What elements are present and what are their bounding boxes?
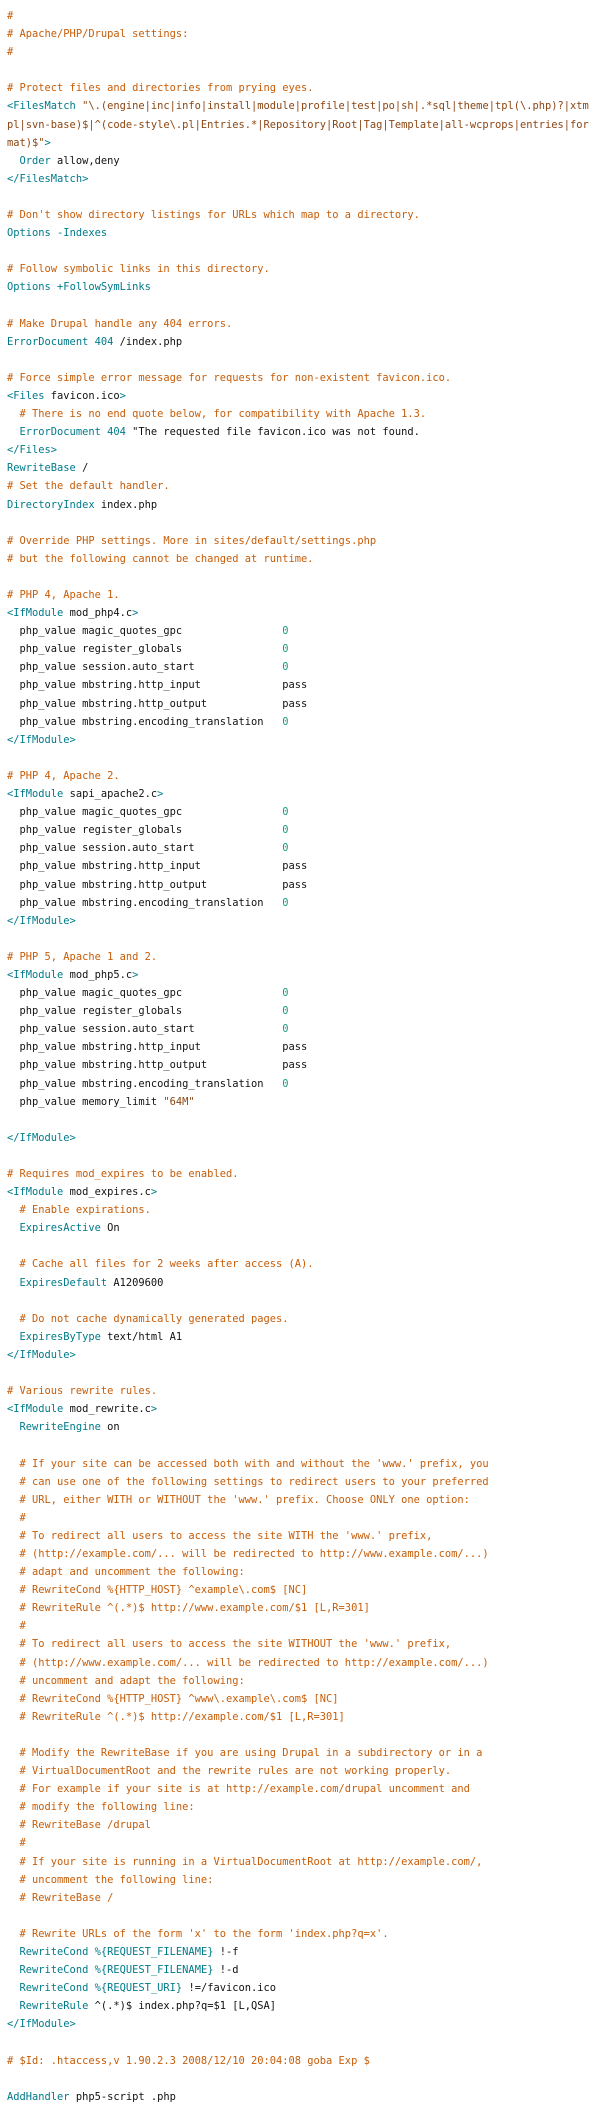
code-token-comment: # For example if your site is at http://example.com/drupal uncomment and: [7, 1783, 470, 1796]
code-token-comment: # can use one of the following settings to redirect users to your preferred: [7, 1475, 489, 1488]
code-token-number: 0: [282, 1077, 289, 1090]
code-line: [7, 1834, 595, 1852]
code-line: [7, 1871, 595, 1889]
code-token-number: 0: [282, 896, 289, 909]
code-line: [7, 912, 595, 930]
code-line: [7, 315, 595, 333]
code-token-keyword: ExpiresDefault: [19, 1276, 108, 1289]
code-line: [7, 1165, 595, 1183]
code-token-keyword: RewriteRule: [19, 2000, 89, 2013]
code-line: [7, 550, 595, 568]
code-line: [7, 713, 595, 731]
code-token-comment: # Rewrite URLs of the form 'x' to the form 'index.php?q=x'.: [7, 1927, 389, 1940]
code-line: [7, 2015, 595, 2033]
code-token-plain: [7, 2000, 20, 2012]
code-token-keyword: -Indexes: [50, 227, 108, 240]
code-token-keyword: RewriteBase: [7, 462, 76, 475]
code-token-comment: # Cache all files for 2 weeks after access (A).: [7, 1258, 314, 1271]
code-line: [7, 1056, 595, 1074]
code-token-comment: #: [7, 10, 14, 22]
code-token-keyword: <IfModule: [7, 968, 70, 981]
code-line: [7, 405, 595, 423]
code-line: [7, 1889, 595, 1907]
code-token-keyword: <IfModule: [7, 788, 70, 801]
code-line: [7, 206, 595, 224]
code-token-number: 0: [282, 661, 289, 674]
code-token-keyword: Options: [7, 227, 51, 240]
code-line: [7, 604, 595, 622]
code-token-comment: # To redirect all users to access the site WITHOUT the 'www.' prefix,: [7, 1638, 452, 1651]
code-token-keyword: 404: [88, 335, 114, 348]
code-line: [7, 1672, 595, 1690]
code-token-comment: # To redirect all users to access the site WITH the 'www.' prefix,: [7, 1529, 433, 1542]
code-line: [7, 586, 595, 604]
code-token-comment: # VirtualDocumentRoot and the rewrite rules are not working properly.: [7, 1765, 452, 1778]
code-token-plain: php_value register_globals: [7, 1005, 283, 1018]
code-line: [7, 1093, 595, 1111]
code-line: [7, 1455, 595, 1473]
code-line: [7, 1237, 595, 1255]
code-token-keyword: >: [132, 968, 139, 981]
code-token-comment: # $Id: .htaccess,v 1.90.2.3 2008/12/10 20:04:08 goba Exp $: [7, 2054, 370, 2067]
code-line: [7, 7, 595, 25]
code-line: [7, 1020, 595, 1038]
code-line: [7, 170, 595, 188]
code-token-comment: # RewriteBase /: [7, 1891, 114, 1904]
code-token-plain: php_value mbstring.encoding_translation: [7, 896, 283, 909]
code-token-keyword: </IfModule>: [7, 914, 76, 927]
code-line: [7, 2070, 595, 2088]
code-line: [7, 1907, 595, 1925]
code-line: [7, 1473, 595, 1491]
code-token-number: 0: [282, 643, 289, 656]
code-line: [7, 1563, 595, 1581]
code-line: [7, 242, 595, 260]
code-token-keyword: >: [119, 389, 126, 402]
code-line: [7, 857, 595, 875]
code-line: [7, 1002, 595, 1020]
code-token-number: 0: [282, 842, 289, 855]
code-token-comment: # RewriteRule ^(.*)$ http://example.com/$1 [L,R=301]: [7, 1710, 345, 1723]
code-line: [7, 514, 595, 532]
code-token-keyword: RewriteEngine: [19, 1421, 101, 1434]
code-line: [7, 1780, 595, 1798]
code-token-comment: # Follow symbolic links in this directory.: [7, 263, 270, 276]
code-token-comment: # Apache/PHP/Drupal settings:: [7, 28, 189, 41]
code-token-plain: php_value mbstring.http_input pass: [7, 860, 308, 873]
code-token-plain: [7, 426, 20, 438]
code-token-keyword: <FilesMatch: [7, 100, 83, 113]
code-token-comment: # but the following cannot be changed at runtime.: [7, 552, 314, 565]
code-token-comment: # (http://example.com/... will be redirected to http://www.example.com/...): [7, 1547, 489, 1560]
code-line: [7, 622, 595, 640]
code-line: [7, 333, 595, 351]
code-line: [7, 695, 595, 713]
code-line: [7, 25, 595, 43]
code-line: [7, 1111, 595, 1129]
code-line: [7, 749, 595, 767]
code-token-plain: mod_php4.c: [69, 607, 133, 620]
code-line: [7, 188, 595, 206]
code-token-plain: php_value register_globals: [7, 643, 283, 656]
code-line: [7, 369, 595, 387]
code-line: [7, 2052, 595, 2070]
code-token-comment: # Enable expirations.: [7, 1204, 151, 1217]
code-line: [7, 821, 595, 839]
code-token-comment: # PHP 5, Apache 1 and 2.: [7, 950, 158, 963]
code-line: [7, 1346, 595, 1364]
code-token-comment: # RewriteRule ^(.*)$ http://www.example.com/$1 [L,R=301]: [7, 1602, 370, 1615]
code-token-plain: [7, 1982, 20, 1994]
code-line: [7, 1708, 595, 1726]
code-line: [7, 1635, 595, 1653]
code-token-plain: mod_php5.c: [69, 968, 133, 981]
code-token-plain: php_value mbstring.http_input pass: [7, 1041, 308, 1054]
code-token-plain: php_value session.auto_start: [7, 1023, 283, 1036]
code-token-comment: # Various rewrite rules.: [7, 1385, 158, 1398]
code-line: [7, 1599, 595, 1617]
code-token-plain: php_value mbstring.encoding_translation: [7, 715, 283, 728]
code-token-comment: # RewriteCond %{HTTP_HOST} ^example\.com$ [NC]: [7, 1584, 308, 1597]
code-token-plain: php_value register_globals: [7, 824, 283, 837]
code-token-keyword: >: [150, 1186, 158, 1199]
code-line: [7, 1545, 595, 1563]
code-token-keyword: %{REQUEST_FILENAME}: [88, 1946, 214, 1959]
code-token-keyword: Options: [7, 281, 51, 294]
code-line: [7, 1762, 595, 1780]
code-line: [7, 1997, 595, 2015]
code-token-comment: # modify the following line:: [7, 1801, 195, 1814]
code-token-keyword: <Files: [7, 389, 51, 402]
code-token-keyword: </IfModule>: [7, 1348, 76, 1361]
code-token-number: 0: [282, 987, 289, 1000]
code-line: [7, 1075, 595, 1093]
code-token-number: 0: [282, 1005, 289, 1018]
code-line: [7, 1617, 595, 1635]
code-token-plain: php_value mbstring.http_output pass: [7, 878, 308, 891]
code-token-number: 0: [282, 1023, 289, 1036]
code-line: [7, 152, 595, 170]
code-line: [7, 1527, 595, 1545]
code-line: [7, 731, 595, 749]
code-token-plain: [7, 1946, 20, 1958]
code-token-keyword: +FollowSymLinks: [50, 281, 151, 294]
code-line: [7, 984, 595, 1002]
code-line: [7, 1979, 595, 1997]
code-token-comment: # Force simple error message for requests for non-existent favicon.ico.: [7, 371, 452, 384]
code-token-keyword: >: [132, 607, 139, 620]
code-line: [7, 767, 595, 785]
code-line: [7, 1292, 595, 1310]
code-token-plain: index.php: [94, 498, 158, 511]
code-line: [7, 1310, 595, 1328]
code-line: [7, 1744, 595, 1762]
code-line: [7, 43, 595, 61]
code-token-keyword: </IfModule>: [7, 2018, 76, 2031]
code-token-plain: "The requested file favicon.ico was not found.: [125, 426, 420, 439]
code-token-comment: # PHP 4, Apache 1.: [7, 589, 120, 601]
code-line: [7, 459, 595, 477]
code-line: [7, 423, 595, 441]
code-token-plain: /index.php: [113, 335, 183, 348]
code-line: [7, 1943, 595, 1961]
code-token-plain: php_value mbstring.encoding_translation: [7, 1077, 283, 1090]
code-line: [7, 658, 595, 676]
code-line: [7, 224, 595, 242]
code-token-keyword: </Files>: [7, 444, 58, 457]
code-token-plain: php_value session.auto_start: [7, 842, 283, 855]
code-token-keyword: </FilesMatch>: [7, 172, 89, 185]
code-token-plain: sapi_apache2.c: [69, 788, 158, 801]
code-token-keyword: Order: [19, 154, 51, 167]
code-token-number: 0: [282, 824, 289, 837]
code-token-plain: !=/favicon.ico: [182, 1982, 277, 1995]
code-token-keyword: >: [44, 136, 51, 149]
code-token-keyword: <IfModule: [7, 1186, 70, 1199]
code-token-plain: php_value memory_limit: [7, 1095, 164, 1108]
code-token-comment: # If your site is running in a VirtualDocumentRoot at http://example.com/,: [7, 1855, 483, 1868]
code-token-keyword: </IfModule>: [7, 1131, 76, 1144]
code-token-keyword: ExpiresActive: [19, 1222, 101, 1235]
code-line: [7, 441, 595, 459]
code-token-comment: # (http://www.example.com/... will be redirected to http://example.com/...): [7, 1656, 489, 1669]
code-token-plain: php_value session.auto_start: [7, 661, 283, 674]
code-token-plain: [7, 155, 20, 167]
code-line: [7, 351, 595, 369]
code-token-comment: # Don't show directory listings for URLs which map to a directory.: [7, 209, 420, 222]
code-line: [7, 894, 595, 912]
code-line: [7, 1219, 595, 1237]
code-line: [7, 79, 595, 97]
code-line: [7, 1328, 595, 1346]
code-token-keyword: ErrorDocument: [19, 426, 101, 439]
code-token-string: "\.(engine|inc|info|install|module|profile|test|po|sh|.*sql|theme|tpl(\.php)?|xtmpl|svn-base)$|^(code-style\.pl|Entries.*|Repository|Root|Tag|Template|all-wcprops|entries|format)$": [7, 100, 589, 149]
code-line: [7, 1816, 595, 1834]
code-line: [7, 568, 595, 586]
code-line: [7, 1129, 595, 1147]
code-line: [7, 532, 595, 550]
code-line: [7, 1581, 595, 1599]
code-token-keyword: RewriteCond: [19, 1982, 89, 1995]
code-token-comment: # Do not cache dynamically generated pages.: [7, 1312, 289, 1325]
code-token-comment: #: [7, 1837, 26, 1850]
code-token-plain: /: [75, 462, 89, 475]
code-line: [7, 1147, 595, 1165]
code-line: [7, 876, 595, 894]
code-token-plain: php_value mbstring.http_output pass: [7, 697, 308, 710]
code-token-comment: # uncomment the following line:: [7, 1873, 214, 1886]
code-line: [7, 297, 595, 315]
code-line: [7, 948, 595, 966]
code-line: [7, 803, 595, 821]
code-token-comment: # Make Drupal handle any 404 errors.: [7, 317, 233, 330]
code-token-plain: [7, 1421, 20, 1433]
code-token-comment: #: [7, 46, 14, 59]
code-line: [7, 839, 595, 857]
code-token-plain: mod_expires.c: [69, 1186, 151, 1199]
code-token-plain: php_value magic_quotes_gpc: [7, 806, 283, 819]
code-token-comment: # adapt and uncomment the following:: [7, 1566, 245, 1579]
code-token-plain: php_value magic_quotes_gpc: [7, 987, 283, 1000]
code-token-number: 0: [282, 715, 289, 728]
code-token-keyword: </IfModule>: [7, 733, 76, 746]
code-token-comment: # Modify the RewriteBase if you are using Drupal in a subdirectory or in a: [7, 1747, 483, 1759]
code-token-comment: # uncomment and adapt the following:: [7, 1674, 245, 1687]
code-token-plain: php_value mbstring.http_input pass: [7, 679, 308, 692]
code-line: [7, 477, 595, 495]
code-line: [7, 1201, 595, 1219]
code-token-comment: # Set the default handler.: [7, 480, 170, 493]
code-token-comment: # If your site can be accessed both with and without the 'www.' prefix, you: [7, 1457, 489, 1470]
code-line: [7, 1925, 595, 1943]
code-token-plain: On: [100, 1222, 120, 1235]
code-token-keyword: RewriteCond: [19, 1946, 89, 1959]
code-token-keyword: %{REQUEST_FILENAME}: [88, 1964, 214, 1977]
code-token-plain: !-d: [213, 1964, 239, 1977]
code-line: [7, 1961, 595, 1979]
code-token-comment: # URL, either WITH or WITHOUT the 'www.' prefix. Choose ONLY one option:: [7, 1493, 470, 1506]
code-token-plain: on: [100, 1421, 120, 1434]
code-token-keyword: <IfModule: [7, 607, 70, 620]
code-token-keyword: ErrorDocument: [7, 335, 89, 348]
code-token-comment: #: [7, 1511, 26, 1524]
code-line: [7, 1690, 595, 1708]
code-token-plain: php5-script .php: [69, 2090, 176, 2103]
code-token-plain: php_value mbstring.http_output pass: [7, 1059, 308, 1072]
code-line: [7, 97, 595, 151]
code-line: [7, 1364, 595, 1382]
code-token-keyword: <IfModule: [7, 1403, 70, 1416]
code-line: [7, 1255, 595, 1273]
code-token-keyword: >: [157, 788, 164, 801]
code-line: [7, 260, 595, 278]
code-line: [7, 387, 595, 405]
code-token-comment: # Protect files and directories from prying eyes.: [7, 82, 314, 95]
code-token-keyword: ExpiresByType: [19, 1330, 101, 1343]
code-token-keyword: %{REQUEST_URI}: [88, 1982, 183, 1995]
code-line: [7, 1509, 595, 1527]
code-line: [7, 2034, 595, 2052]
code-token-keyword: DirectoryIndex: [7, 498, 95, 511]
code-line: [7, 1400, 595, 1418]
code-token-plain: allow,deny: [50, 154, 120, 167]
code-token-number: 0: [282, 625, 289, 638]
code-token-keyword: 404: [100, 426, 126, 439]
code-token-plain: [7, 1222, 20, 1234]
code-token-keyword: >: [150, 1403, 158, 1416]
code-line: [7, 278, 595, 296]
code-line: [7, 1382, 595, 1400]
code-token-comment: #: [7, 1620, 26, 1633]
code-line: [7, 1418, 595, 1436]
code-line: [7, 61, 595, 79]
code-token-plain: ^(.*)$ index.php?q=$1 [L,QSA]: [88, 2000, 277, 2013]
code-line: [7, 1853, 595, 1871]
code-token-keyword: RewriteCond: [19, 1964, 89, 1977]
code-line: [7, 930, 595, 948]
code-token-keyword: AddHandler: [7, 2090, 70, 2103]
code-line: [7, 1798, 595, 1816]
code-line: [7, 1274, 595, 1292]
code-line: [7, 2088, 595, 2106]
code-token-comment: # There is no end quote below, for compatibility with Apache 1.3.: [7, 408, 427, 421]
code-token-plain: !-f: [213, 1946, 239, 1959]
code-token-plain: mod_rewrite.c: [69, 1403, 151, 1416]
code-token-plain: favicon.ico: [50, 389, 120, 402]
code-line: [7, 640, 595, 658]
code-line: [7, 1654, 595, 1672]
code-token-comment: # RewriteCond %{HTTP_HOST} ^www\.example\.com$ [NC]: [7, 1692, 339, 1705]
code-line: [7, 785, 595, 803]
code-line: [7, 1491, 595, 1509]
code-token-comment: # RewriteBase /drupal: [7, 1819, 151, 1832]
code-line: [7, 1038, 595, 1056]
code-token-plain: php_value magic_quotes_gpc: [7, 625, 283, 638]
code-token-comment: # Override PHP settings. More in sites/default/settings.php: [7, 534, 377, 547]
code-line: [7, 496, 595, 514]
code-line: [7, 1436, 595, 1454]
code-token-string: "64M": [163, 1095, 195, 1108]
code-line: [7, 676, 595, 694]
code-line: [7, 966, 595, 984]
code-token-plain: text/html A1: [100, 1330, 183, 1343]
code-token-plain: [7, 1277, 20, 1289]
code-token-plain: [7, 1964, 20, 1976]
code-line: [7, 1183, 595, 1201]
code-token-comment: # Requires mod_expires to be enabled.: [7, 1168, 239, 1180]
code-line: [7, 1726, 595, 1744]
code-token-plain: [7, 1331, 20, 1343]
code-token-plain: A1209600: [107, 1276, 164, 1289]
code-token-comment: # PHP 4, Apache 2.: [7, 769, 120, 782]
code-listing: [7, 7, 595, 2106]
code-token-number: 0: [282, 806, 289, 819]
